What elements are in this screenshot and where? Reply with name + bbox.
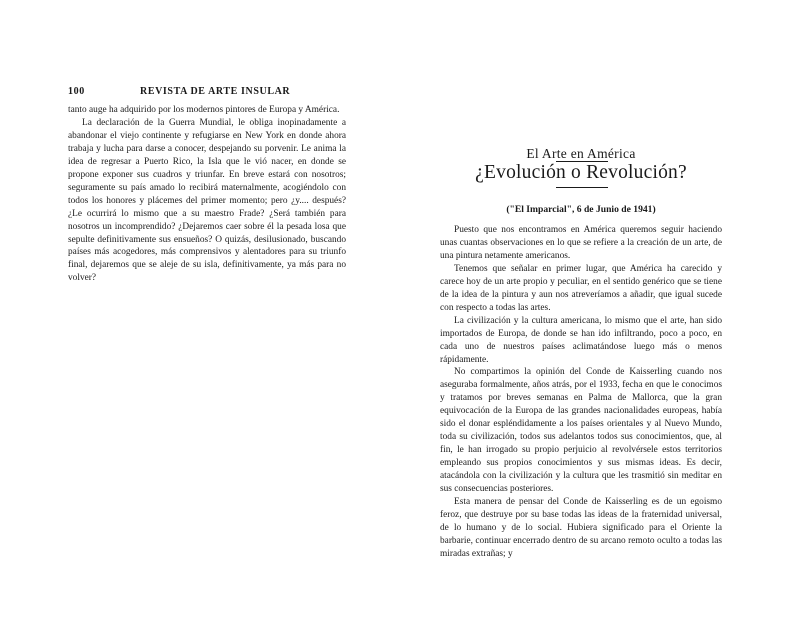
left-body-text [68, 104, 346, 285]
right-body-text [440, 224, 722, 561]
paragraph: Esta manera de pensar del Conde de Kaisserling es de un egoismo feroz, que destruye por su base todas las ideas de la fraternidad universal, de lo humano y de lo social. Hubiera significado para el Oriente la barbarie, continuar encerrado dentro de su arcano remoto oculto a todas las miradas extrañas; y [440, 497, 722, 559]
article-title: ¿Evolución o Revolución? [475, 162, 687, 183]
paragraph: La civilización y la cultura americana, lo mismo que el arte, han sido importados de Europa, de donde se han ido infiltrando, poco a poco, en cada uno de nuestros países aclimatándose luego más o menos rápidamente. [440, 315, 722, 365]
page-number: 100 [68, 86, 85, 97]
article-source: ("El Imparcial", 6 de Junio de 1941) [506, 204, 656, 215]
paragraph: La declaración de la Guerra Mundial, le obliga inopinadamente a abandonar el viejo continente y refugiarse en New York en donde ahora trabaja y lucha para darse a conocer, despejando su porvenir. Le anima la idea de regresar a Puerto Rico, la Isla que le vió nacer, en donde se propone exponer sus cuadros y triunfar. En breve estará con nosotros; seguramente su país amado lo recibirá maternalmente, acogiéndolo con todos los honores y plácemes del primer momento; pero ¿y.... después? ¿Le ocurrirá lo mismo que a su maestro Frade? ¿Será también para nosotros un incomprendido? ¿Dejaremos caer sobre él la pesada losa que sepulte definitivamente sus ensueños? O quizás, desilusionado, buscando países más acogedores, más comprensivos y alentadores para su triunfo final, dejaremos que se aleje de su isla, definitivamente, ya más para no volver? [68, 117, 346, 284]
running-title: REVISTA DE ARTE INSULAR [140, 86, 291, 97]
paragraph: tanto auge ha adquirido por los modernos pintores de Europa y América. [68, 105, 340, 115]
paragraph: No compartimos la opinión del Conde de Kaisserling cuando nos aseguraba formalmente, años atrás, por el 1933, fecha en que le conocimos y tratamos por breves semanas en Palma de Mallorca, que la gran equivocación de la Europa de las grandes nacionalidades europeas, había sido el donar espléndidamente a los países orientales y al Nuevo Mundo, toda su civilización, todos sus adelantos todos sus conocimientos, que, al fin, le han irrogado su propio perjuicio al revolvérsele estos territorios empleando sus propios conocimientos y sus mismas ideas. Es decir, atacándola con la civilización y la cultura que les trasmitió sin meditar en sus consecuencias posteriores. [440, 367, 722, 495]
section-heading: El Arte en América [526, 146, 636, 161]
paragraph: Puesto que nos encontramos en América queremos seguir haciendo unas cuantas observaciones en lo que se refiere a la creación de un arte, de una pintura netamente americanos. [440, 225, 722, 261]
paragraph: Tenemos que señalar en primer lugar, que América ha carecido y carece hoy de un arte propio y peculiar, en el sentido genérico que se tiene de la idea de la pintura y aun nos atreveríamos a añadir, que igual sucede con respecto a todas las artes. [440, 263, 722, 313]
title-divider [556, 187, 608, 188]
